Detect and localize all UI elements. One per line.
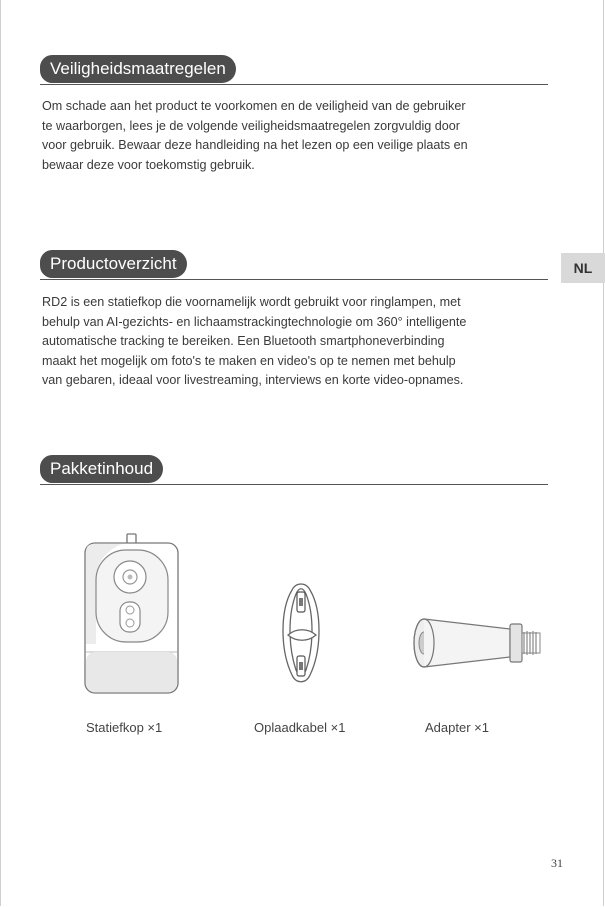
adapter-icon	[410, 612, 545, 674]
safety-paragraph	[42, 97, 552, 175]
text-line: van gebaren, ideaal voor livestreaming, interviews en korte video-opnames.	[42, 373, 464, 387]
language-tab: NL	[561, 253, 605, 283]
section-rule	[40, 84, 548, 85]
tripod-head-icon	[82, 532, 182, 697]
text-line: te waarborgen, lees je de volgende veiligheidsmaatregelen zorgvuldig door	[42, 118, 460, 133]
section-title: Pakketinhoud	[40, 455, 163, 483]
text-line: bewaar deze voor toekomstig gebruik.	[42, 157, 255, 172]
product-label-charging-cable: Oplaadkabel ×1	[254, 720, 346, 735]
text-line: automatische tracking te bereiken. Een Bluetooth smartphoneverbinding	[42, 334, 445, 348]
product-label-adapter: Adapter ×1	[425, 720, 489, 735]
text-line: maakt het mogelijk om foto's te maken en video's op te nemen met behulp	[42, 353, 456, 368]
section-title: Veiligheidsmaatregelen	[40, 55, 236, 83]
text-line: RD2 is een statiefkop die voornamelijk wordt gebruikt voor ringlampen, met	[42, 295, 461, 309]
overview-paragraph	[42, 293, 552, 391]
section-rule	[40, 484, 548, 485]
section-header-package	[40, 455, 548, 485]
section-header-overview	[40, 250, 548, 280]
section-title: Productoverzicht	[40, 250, 187, 278]
page-number: 31	[551, 856, 563, 870]
text-line: behulp van AI-gezichts- en lichaamstrackingtechnologie om 360° intelligente	[42, 314, 467, 329]
product-label-tripod-head: Statiefkop ×1	[86, 720, 163, 735]
text-line: voor gebruik. Bewaar deze handleiding na het lezen op een veilige plaats en	[42, 138, 468, 152]
charging-cable-icon	[278, 580, 324, 690]
text-line: Om schade aan het product te voorkomen en de veiligheid van de gebruiker	[42, 99, 466, 113]
section-rule	[40, 279, 548, 280]
section-header-safety	[40, 55, 548, 85]
